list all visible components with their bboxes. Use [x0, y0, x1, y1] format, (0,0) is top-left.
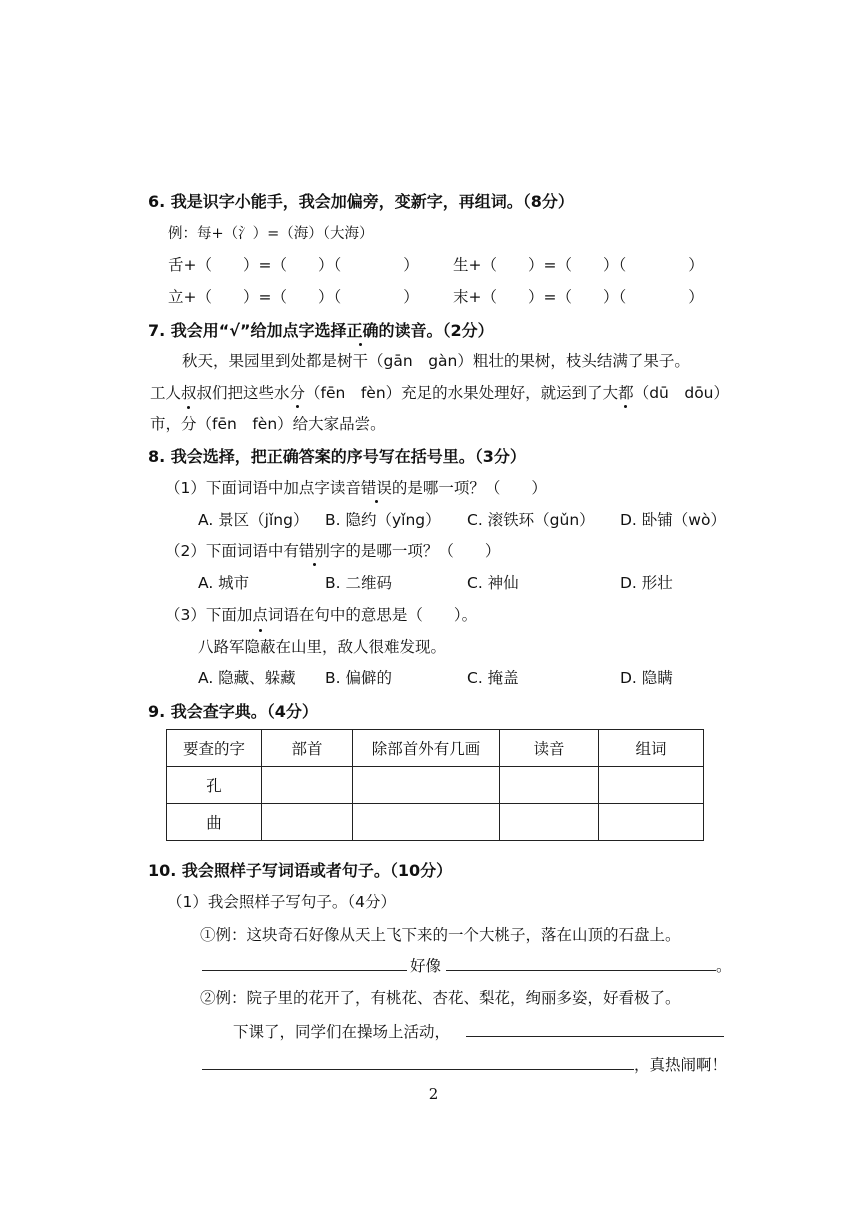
q10-example-2: ②例：院子里的花开了，有桃花、杏花、梨花，绚丽多姿，好看极了。 — [200, 989, 681, 1007]
q10-ex1-mid: 好像 — [410, 957, 442, 975]
q8-s2-option-c: C. 神仙 — [467, 574, 519, 592]
table-cell-empty[interactable] — [599, 804, 704, 841]
q6-row1-right: 生+（ ）=（ ）（ ） — [453, 256, 704, 274]
table-cell-empty[interactable] — [500, 804, 599, 841]
table-cell-empty[interactable] — [500, 767, 599, 804]
table-cell-char: 孔 — [167, 767, 262, 804]
answer-line[interactable] — [202, 1069, 634, 1070]
q9-title: 9. 我会查字典。（4分） — [148, 702, 318, 721]
q8-s1 — [165, 476, 547, 498]
q7-line2-mid: （fēn fèn）充足的水果处理好，就运到了大 — [305, 384, 619, 402]
q6-row2-left: 立+（ ）=（ ）（ ） — [168, 288, 419, 306]
q8-s1-option-b: B. 隐约（yǐng） — [325, 511, 441, 529]
table-cell-empty[interactable] — [599, 767, 704, 804]
table-row — [167, 804, 704, 841]
page-number: 2 — [428, 1085, 439, 1103]
q10-ex2-line: 下课了，同学们在操场上活动， — [233, 1023, 451, 1041]
q8-s3-sentence-post: 在山里，敌人很难发现。 — [275, 638, 447, 656]
q8-s1-dotted: 错误 — [361, 476, 392, 498]
q6-example: 例：每+（氵）=（海）（大海） — [168, 226, 374, 242]
q10-example-1: ①例：这块奇石好像从天上飞下来的一个大桃子，落在山顶的石盘上。 — [200, 926, 681, 944]
q6-row2-right: 末+（ ）=（ ）（ ） — [453, 288, 704, 306]
q6-title: 6. 我是识字小能手，我会加偏旁，变新字，再组词。（8分） — [148, 192, 574, 211]
q7-line3-pre: 市， — [150, 415, 182, 433]
q8-s1-post: 的是哪一项？（ ） — [391, 479, 547, 497]
dictionary-table — [166, 729, 704, 841]
q10-title: 10. 我会照样子写词语或者句子。（10分） — [148, 861, 453, 880]
q7-dotted-char-2: 分 — [290, 381, 306, 403]
q7-line1-post: （gān gàn）粗壮的果树，枝头结满了果子。 — [368, 352, 690, 370]
table-cell-empty[interactable] — [353, 767, 500, 804]
table-header-cell: 部首 — [262, 730, 353, 767]
q8-s2-dotted: 有错别字 — [283, 539, 345, 561]
q8-s3-option-a: A. 隐藏、躲藏 — [198, 669, 296, 687]
q7-title: 7. 我会用“√”给加点字选择正确的读音。（2分） — [148, 321, 494, 340]
table-cell-char: 曲 — [167, 804, 262, 841]
q8-s2-post: 的是哪一项？（ ） — [345, 542, 501, 560]
q10-ex1-end: 。 — [716, 957, 732, 975]
table-cell-empty[interactable] — [353, 804, 500, 841]
q8-s2-pre: （2）下面词语中 — [165, 542, 284, 560]
q7-line2 — [150, 381, 729, 403]
q8-s2-option-a: A. 城市 — [198, 574, 250, 592]
q8-s3-dotted: 隐蔽 — [245, 635, 276, 657]
q7-line2-post: （dū dōu） — [633, 384, 729, 402]
q8-s3-option-b: B. 偏僻的 — [325, 669, 392, 687]
q7-line2-pre: 工人叔叔们把这些水 — [150, 384, 290, 402]
q7-dotted-char-3: 都 — [618, 381, 634, 403]
q10-ex2-end: ，真热闹啊！ — [634, 1056, 728, 1074]
table-cell-empty[interactable] — [262, 804, 353, 841]
q8-s2 — [165, 539, 500, 561]
answer-line[interactable] — [202, 970, 407, 971]
table-header-row — [167, 730, 704, 767]
q7-dotted-char-4: 分 — [181, 412, 197, 434]
q7-line3 — [150, 412, 386, 434]
table-header-cell: 组词 — [599, 730, 704, 767]
q7-dotted-char-1: 干 — [353, 349, 369, 371]
table-header-cell: 除部首外有几画 — [353, 730, 500, 767]
q8-s2-option-b: B. 二维码 — [325, 574, 392, 592]
q8-s3-option-c: C. 掩盖 — [467, 669, 519, 687]
q7-line1-pre: 秋天，果园里到处都是树 — [182, 352, 353, 370]
q8-s1-option-d: D. 卧铺（wò） — [620, 511, 726, 529]
table-cell-empty[interactable] — [262, 767, 353, 804]
q6-row1-left: 舌+（ ）=（ ）（ ） — [168, 256, 419, 274]
q8-s1-pre: （1）下面词语中加点字读音 — [165, 479, 361, 497]
table-row — [167, 767, 704, 804]
q7-line1 — [182, 349, 690, 371]
table-header-cell: 读音 — [500, 730, 599, 767]
q7-line3-post: （fēn fèn）给大家品尝。 — [196, 415, 386, 433]
answer-line[interactable] — [446, 970, 716, 971]
q8-s3-sentence-pre: 八路军 — [198, 638, 245, 656]
table-header-cell: 要查的字 — [167, 730, 262, 767]
answer-line[interactable] — [466, 1036, 724, 1037]
q8-s3: （3）下面加点词语在句中的意思是（ ）。 — [165, 606, 478, 624]
q8-s1-option-a: A. 景区（jǐng） — [198, 511, 309, 529]
q10-s1: （1）我会照样子写句子。（4分） — [167, 893, 396, 911]
q8-title: 8. 我会选择，把正确答案的序号写在括号里。（3分） — [148, 447, 526, 466]
q8-s2-option-d: D. 形壮 — [620, 574, 673, 592]
q8-s3-option-d: D. 隐瞒 — [620, 669, 673, 687]
q8-s3-sentence — [198, 635, 446, 657]
q8-s1-option-c: C. 滚铁环（gǔn） — [467, 511, 595, 529]
